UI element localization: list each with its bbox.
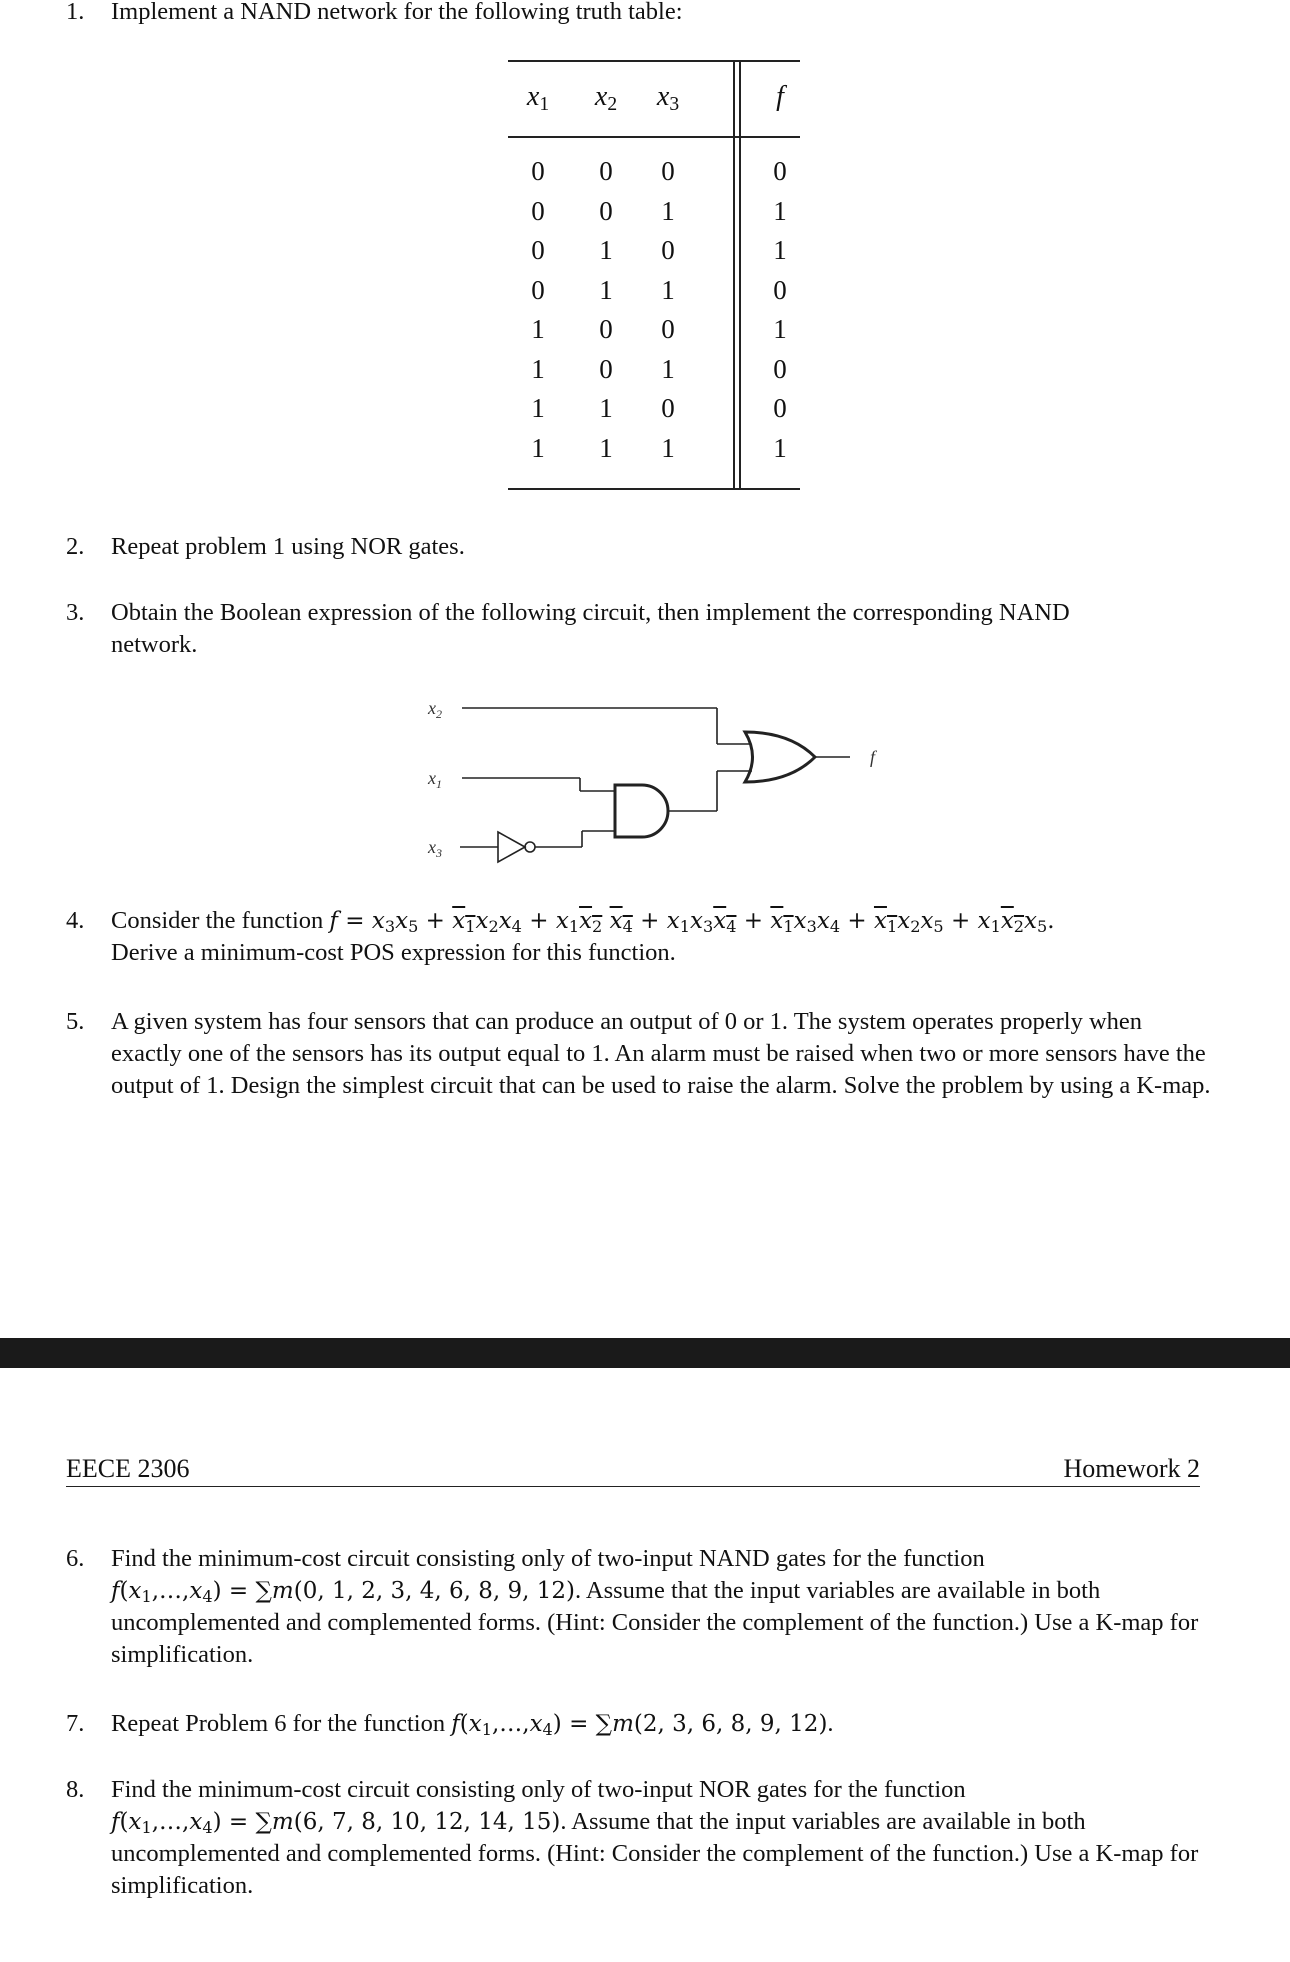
- problem-text-line1: Find the minimum-cost circuit consisting only of two-input NOR gates for the function: [111, 1776, 966, 1803]
- problem-4: [66, 905, 1216, 969]
- minterm-list: 6, 7, 8, 10, 12, 14, 15: [302, 1809, 552, 1835]
- problem-number: 2.: [66, 533, 85, 560]
- label-x1: $x_1$: [428, 768, 442, 791]
- table-cell: 0: [531, 156, 545, 186]
- and-gate: [615, 785, 668, 837]
- table-cell: 1: [661, 353, 675, 384]
- table-header-x1: $x_1$: [526, 81, 550, 115]
- problem-text-line2: Derive a minimum-cost POS expression for this function.: [111, 939, 676, 966]
- problem-6: [66, 1543, 1216, 1671]
- problem-lead: Consider the function: [111, 907, 324, 934]
- table-cell: 0: [661, 156, 675, 186]
- table-cell: 1: [531, 432, 545, 463]
- or-gate: [745, 732, 815, 782]
- minterm-list: 0, 1, 2, 3, 4, 6, 8, 9, 12: [302, 1578, 566, 1604]
- table-cell: 0: [599, 195, 613, 226]
- label-f: f: [870, 747, 876, 767]
- function-expression: $f(x_1,\dots,x_4) = \sum m(2$, 3, 6, 8, 9, 12): [451, 1711, 828, 1740]
- table-cell: 0: [531, 235, 545, 265]
- problem-text-line1: Find the minimum-cost circuit consisting only of two-input NAND gates for the function: [111, 1545, 985, 1572]
- table-cell: 0: [599, 314, 613, 344]
- problem-2: [66, 531, 1216, 563]
- page-divider: [0, 1338, 1290, 1368]
- problem-text-rest: [111, 1806, 1216, 1902]
- problem-number: 7.: [66, 1710, 85, 1737]
- course-code: EECE 2306: [66, 1454, 190, 1483]
- label-x2: $x_2$: [428, 698, 442, 721]
- table-header-rule: [508, 136, 800, 138]
- table-cell: 0: [773, 393, 787, 423]
- not-gate: [498, 832, 525, 862]
- table-cell: 0: [661, 314, 675, 344]
- table-cell: 0: [661, 393, 675, 423]
- table-cell: 1: [531, 314, 545, 344]
- problem-text-rest: [111, 1575, 1216, 1671]
- table-cell: 1: [773, 235, 787, 265]
- label-x3: $x_3$: [428, 837, 442, 860]
- table-top-rule: [508, 60, 800, 62]
- table-cell: 0: [599, 353, 613, 384]
- problem-number: 8.: [66, 1776, 85, 1803]
- problem-number: 6.: [66, 1545, 85, 1572]
- function-expression: $f(x_1,\dots,x_4) = \sum m(6$, 7, 8, 10, 12, 14, 15): [111, 1809, 561, 1838]
- table-header-x3: $x_3$: [656, 81, 680, 115]
- problem-number: 1.: [66, 0, 85, 25]
- table-cell: 1: [531, 393, 545, 423]
- problem-text-line1: [111, 905, 1216, 937]
- table-double-rule-left: [733, 60, 735, 490]
- table-cell: 0: [531, 195, 545, 226]
- problem-8: [66, 1774, 1216, 1902]
- table-header-f: f: [776, 81, 784, 112]
- function-expression: $f(x_1,\dots,x_4) = \sum m(0$, 1, 2, 3, 4, 6, 8, 9, 12): [111, 1578, 575, 1607]
- problem-text-line1: Obtain the Boolean expression of the following circuit, then implement the corresponding NAND: [111, 599, 1070, 626]
- table-cell: 0: [773, 274, 787, 305]
- table-bottom-rule: [508, 488, 800, 490]
- truth-table: [508, 60, 800, 490]
- problem-7: [66, 1708, 1216, 1740]
- function-expression: $f = x_3x_5 + x_1x_2x_4 + x_1x_2$ $x_4 + x_1x_3x_4 + x_1x_3x_4 + x_1x_2x_5 + x_1x_2x_5$.: [329, 908, 1055, 937]
- table-cell: 1: [599, 235, 613, 265]
- table-cell: 0: [531, 274, 545, 305]
- table-cell: 0: [773, 353, 787, 384]
- problem-number: 3.: [66, 599, 85, 626]
- problem-lead: Repeat Problem 6 for the function: [111, 1710, 446, 1737]
- table-cell: 1: [599, 393, 613, 423]
- problem-number: 4.: [66, 907, 85, 934]
- table-cell: 1: [599, 432, 613, 463]
- table-cell: 0: [773, 156, 787, 186]
- table-double-rule-right: [739, 60, 741, 490]
- table-cell: 0: [661, 235, 675, 265]
- minterm-list: 2, 3, 6, 8, 9, 12: [642, 1711, 819, 1737]
- problem-3: [66, 597, 1216, 661]
- problem-text: Implement a NAND network for the following truth table:: [111, 0, 683, 25]
- problem-rest: . Assume that the input variables are available in both uncomplemented and complemented forms. (Hint: Consider the complement of the function.) Use a K-map for simplification.: [111, 1808, 1199, 1899]
- problem-text-line2: network.: [111, 631, 198, 658]
- course-header: [66, 1452, 1200, 1487]
- problem-1: [66, 0, 1216, 28]
- problem-number: 5.: [66, 1008, 85, 1035]
- assignment-title: Homework 2: [1063, 1454, 1200, 1483]
- problem-rest: . Assume that the input variables are available in both uncomplemented and complemented forms. (Hint: Consider the complement of the function.) Use a K-map for simplification.: [111, 1577, 1199, 1668]
- problem-5: [66, 1006, 1216, 1102]
- table-cell: 1: [531, 353, 545, 384]
- table-cell: 1: [661, 432, 675, 463]
- table-cell: 1: [773, 432, 787, 463]
- table-cell: 1: [661, 274, 675, 305]
- table-header-x2: $x_2$: [594, 81, 618, 115]
- table-cell: 1: [661, 195, 675, 226]
- problem-text: A given system has four sensors that can produce an output of 0 or 1. The system operates properly when exactly one of the sensors has its output equal to 1. An alarm must be raised when two or more sensors have the output of 1. Design the simplest circuit that can be used to raise the alarm. Solve the problem by using a K-map.: [111, 1008, 1211, 1099]
- table-cell: 1: [599, 274, 613, 305]
- logic-circuit-diagram: [410, 690, 930, 870]
- table-cell: 1: [773, 195, 787, 226]
- table-cell: 0: [599, 156, 613, 186]
- problem-text: Repeat problem 1 using NOR gates.: [111, 533, 465, 560]
- table-cell: 1: [773, 314, 787, 344]
- problem-text: Repeat Problem 6 for the function $f(x_1,\dots,x_4) = \sum m(2$, 3, 6, 8, 9, 12).: [111, 1710, 834, 1740]
